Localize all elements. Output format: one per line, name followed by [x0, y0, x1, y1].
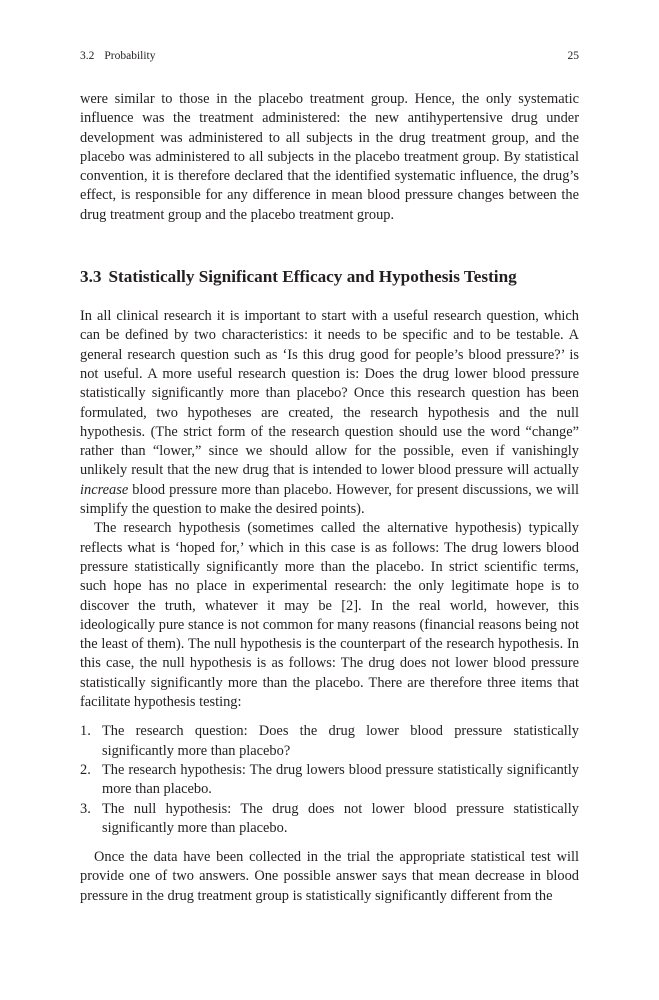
hypothesis-list — [80, 722, 579, 838]
list-item — [80, 761, 579, 800]
running-head-section-number: 3.2 — [80, 50, 95, 62]
paragraph-research-hypothesis: The research hypothesis (sometimes called the alternative hypothesis) typically reflects what is ‘hoped for,’ which in this case is as follows: The drug lowers blood pressure statistically significantly more than the placebo. In strict scientific terms, such hope has no place in experimental research: the only legitimate hope is to discover the truth, whatever it may be [2]. In the real world, however, this ideologically pure stance is not common for many reasons (financial reasons being not the least of them). The null hypothesis is the counterpart of the research hypothesis. In this case, the null hypothesis is as follows: The drug does not lower blood pressure statistically significantly more than the placebo. There are therefore three items that facilitate hypothesis testing: — [80, 520, 579, 711]
paragraph-continued: were similar to those in the placebo treatment group. Hence, the only systematic influence was the treatment administered: the new antihypertensive drug under development was administered to all subjects in the drug treatment group, and the placebo was administered to all subjects in the placebo treatment group. By statistical convention, it is therefore declared that the identified systematic influence, the drug’s effect, is responsible for any difference in mean blood pressure changes between the drug treatment group and the placebo treatment group. — [80, 91, 579, 223]
document-page — [80, 49, 579, 906]
list-item-number: 1. — [80, 723, 91, 740]
list-item-text: The research hypothesis: The drug lowers blood pressure statistically significantly more than placebo. — [102, 761, 579, 798]
page-number: 25 — [567, 50, 579, 62]
list-item-text: The research question: Does the drug lower blood pressure statistically significantly more than placebo? — [102, 723, 579, 759]
list-item-number: 3. — [80, 800, 91, 817]
section-heading-title: Statistically Significant Efficacy and Hypothesis Testing — [108, 267, 517, 287]
running-head-section-title: Probability — [104, 50, 156, 62]
list-item-text: The null hypothesis: The drug does not lower blood pressure statistically significantly more than placebo. — [102, 800, 579, 836]
paragraph-text: In all clinical research it is important to start with a useful research question, which can be defined by two characteristics: it needs to be specific and to be testable. A general research question such as ‘Is this drug good for people’s blood pressure?’ is not useful. A more useful research question is: Does the drug lower blood pressure statistically significantly more than placebo? Once this research question has been formulated, two hypotheses are created, the research hypothesis and the null hypothesis. (The strict form of the research question should use the word “change” rather than “lower,” since we should allow for the possible, even if vanishingly unlikely result that the new drug that is intended to lower blood pressure will actually — [80, 308, 579, 479]
running-head — [80, 49, 579, 63]
list-item — [80, 800, 579, 839]
paragraph-research-question — [80, 307, 579, 519]
paragraph-statistical-test: Once the data have been collected in the trial the appropriate statistical test will provide one of two answers. One possible answer says that mean decrease in blood pressure in the drug treatment group is statistically significantly different from the — [80, 849, 579, 904]
list-item-number: 2. — [80, 761, 91, 778]
emphasis-increase: increase — [80, 481, 129, 498]
section-heading — [80, 266, 579, 287]
paragraph-text: blood pressure more than placebo. However, for present discussions, we will simplify the question to make the desired points). — [80, 481, 579, 518]
running-head-section — [80, 49, 166, 63]
list-item — [80, 722, 579, 761]
section-heading-number: 3.3 — [80, 267, 102, 287]
